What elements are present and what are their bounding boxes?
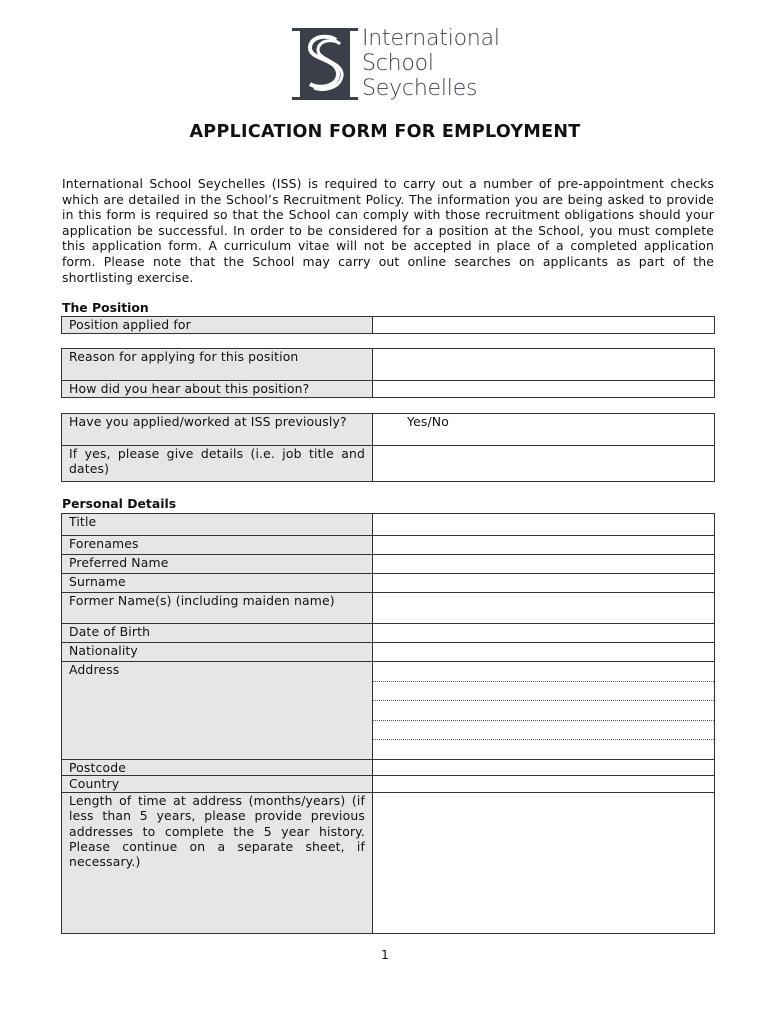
address-line-3[interactable] xyxy=(373,701,714,721)
former-names-field[interactable] xyxy=(373,593,715,624)
hear-about-field[interactable] xyxy=(373,381,715,398)
section-heading-personal: Personal Details xyxy=(62,496,177,511)
position-applied-table xyxy=(61,316,715,334)
intro-paragraph: International School Seychelles (ISS) is required to carry out a number of pre-appointment checks which are detailed in the School’s Recruitment Policy. The information you are being asked to provide in this form is required so that the School can comply with those recruitment obligations should your application be successful. In order to be considered for a position at the School, you must complete this application form. A curriculum vitae will not be accepted in place of a completed application form. Please note that the School may carry out online searches on applicants as part of the shortlisting exercise. xyxy=(62,176,714,285)
applied-before-label: Have you applied/worked at ISS previously? xyxy=(62,414,373,446)
school-logo xyxy=(290,26,510,102)
reason-table xyxy=(61,348,715,398)
address-line-1[interactable] xyxy=(373,662,714,682)
hear-about-label: How did you hear about this position? xyxy=(62,381,373,398)
position-applied-for-label: Position applied for xyxy=(62,317,373,334)
logo-line-3: Seychelles xyxy=(362,76,478,101)
nationality-label: Nationality xyxy=(62,643,373,662)
section-heading-position: The Position xyxy=(62,300,149,315)
details-label: If yes, please give details (i.e. job title and dates) xyxy=(62,446,373,482)
previous-iss-table xyxy=(61,413,715,482)
postcode-label: Postcode xyxy=(62,760,373,776)
page-title: APPLICATION FORM FOR EMPLOYMENT xyxy=(189,122,581,142)
title-field[interactable] xyxy=(373,514,715,536)
forenames-field[interactable] xyxy=(373,536,715,555)
position-applied-for-field[interactable] xyxy=(373,317,715,334)
length-at-address-field[interactable] xyxy=(373,792,715,933)
preferred-name-field[interactable] xyxy=(373,555,715,574)
address-line-2[interactable] xyxy=(373,682,714,702)
former-names-label: Former Name(s) (including maiden name) xyxy=(62,593,373,624)
iss-monogram-icon xyxy=(290,26,360,102)
page-number: 1 xyxy=(381,947,389,962)
address-line-4[interactable] xyxy=(373,721,714,741)
surname-field[interactable] xyxy=(373,574,715,593)
country-label: Country xyxy=(62,776,373,792)
reason-label: Reason for applying for this position xyxy=(62,349,373,381)
logo-wordmark xyxy=(362,26,500,101)
details-field[interactable] xyxy=(373,446,715,482)
preferred-name-label: Preferred Name xyxy=(62,555,373,574)
yes-no-field[interactable]: Yes/No xyxy=(373,414,715,446)
address-field[interactable] xyxy=(373,662,715,760)
forenames-label: Forenames xyxy=(62,536,373,555)
logo-line-1: International xyxy=(362,26,500,51)
date-of-birth-label: Date of Birth xyxy=(62,624,373,643)
reason-field[interactable] xyxy=(373,349,715,381)
personal-details-table xyxy=(61,513,715,934)
address-label: Address xyxy=(62,662,373,760)
length-at-address-label: Length of time at address (months/years) (if less than 5 years, please provide previous addresses to complete the 5 year history. Please continue on a separate sheet, if necessary.) xyxy=(62,792,373,933)
logo-line-2: School xyxy=(362,51,434,76)
surname-label: Surname xyxy=(62,574,373,593)
date-of-birth-field[interactable] xyxy=(373,624,715,643)
postcode-field[interactable] xyxy=(373,760,715,776)
country-field[interactable] xyxy=(373,776,715,792)
title-label: Title xyxy=(62,514,373,536)
nationality-field[interactable] xyxy=(373,643,715,662)
